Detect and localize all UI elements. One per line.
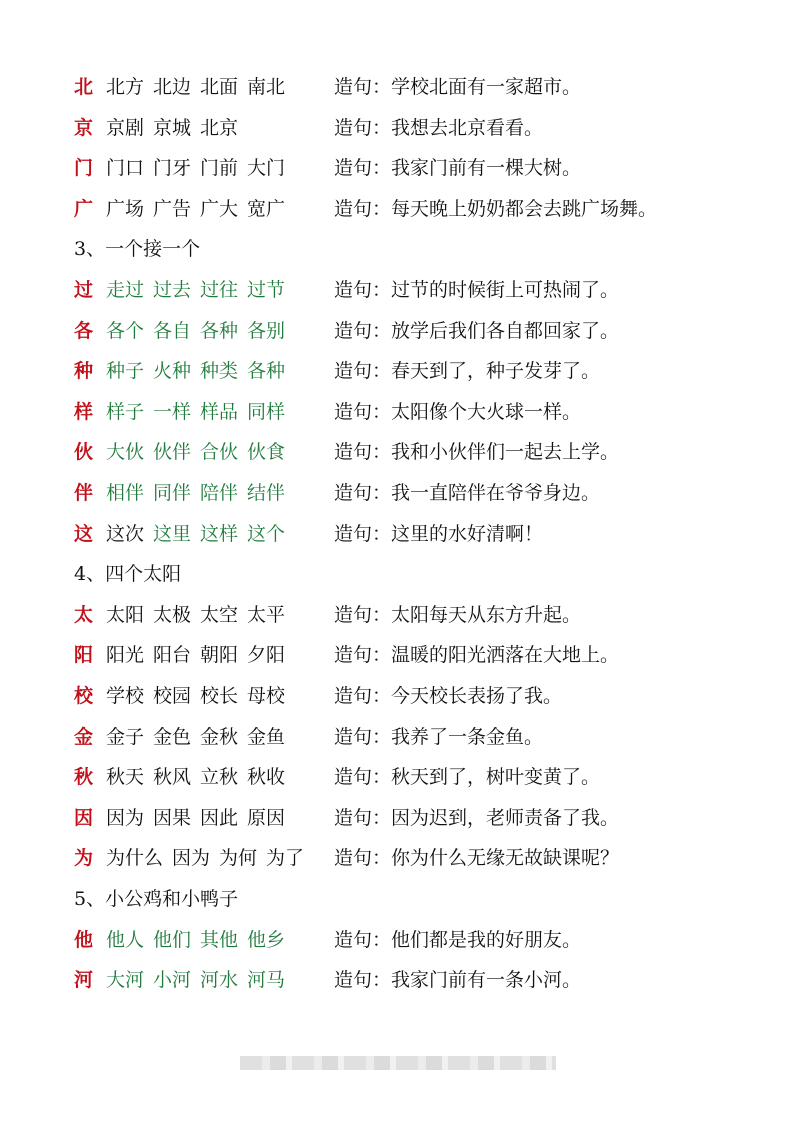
word-list <box>106 72 334 102</box>
vocab-character: 各 <box>74 320 94 342</box>
example-sentence: 造句：太阳像个大火球一样。 <box>334 401 582 423</box>
vocab-word: 太空 <box>200 604 239 626</box>
vocab-word: 他乡 <box>247 929 286 951</box>
vocab-character: 金 <box>74 726 94 748</box>
example-sentence: 造句：太阳每天从东方升起。 <box>334 604 582 626</box>
example-sentence: 造句：我家门前有一条小河。 <box>334 969 582 991</box>
example-sentence: 造句：我家门前有一棵大树。 <box>334 157 582 179</box>
vocab-word: 立秋 <box>200 766 239 788</box>
vocab-character: 京 <box>74 117 94 139</box>
vocab-word: 同伴 <box>153 482 192 504</box>
word-list <box>106 640 334 670</box>
vocab-word: 夕阳 <box>247 644 286 666</box>
vocab-word: 这里 <box>153 523 192 545</box>
vocab-character: 北 <box>74 76 94 98</box>
word-list <box>106 722 334 752</box>
vocab-word: 学校 <box>106 685 145 707</box>
vocab-word: 伙伴 <box>153 441 192 463</box>
vocab-word: 同样 <box>247 401 286 423</box>
vocab-word: 阳台 <box>153 644 192 666</box>
vocab-word: 这次 <box>106 523 145 545</box>
vocab-word: 大河 <box>106 969 145 991</box>
vocab-word: 阳光 <box>106 644 145 666</box>
vocab-word: 门口 <box>106 157 145 179</box>
vocab-word: 合伙 <box>200 441 239 463</box>
vocab-word: 朝阳 <box>200 644 239 666</box>
vocab-word: 样子 <box>106 401 145 423</box>
vocab-word: 因果 <box>153 807 192 829</box>
vocab-word: 各个 <box>106 320 145 342</box>
example-sentence: 造句：每天晚上奶奶都会去跳广场舞。 <box>334 198 658 220</box>
vocab-word: 其他 <box>200 929 239 951</box>
footer-watermark-bar <box>240 1056 556 1070</box>
vocab-word: 金鱼 <box>247 726 286 748</box>
example-sentence: 造句：我一直陪伴在爷爷身边。 <box>334 482 601 504</box>
vocab-word: 北面 <box>200 76 239 98</box>
vocab-word: 因此 <box>200 807 239 829</box>
vocab-character: 太 <box>74 604 94 626</box>
vocab-word: 南北 <box>247 76 286 98</box>
section-heading: 4、四个太阳 <box>74 563 182 585</box>
vocab-character: 校 <box>74 685 94 707</box>
word-list <box>106 478 334 508</box>
vocab-word: 广场 <box>106 198 145 220</box>
vocab-word: 火种 <box>153 360 192 382</box>
vocab-word: 各别 <box>247 320 286 342</box>
vocab-word: 过节 <box>247 279 286 301</box>
vocab-word: 太平 <box>247 604 286 626</box>
vocab-word: 一样 <box>153 401 192 423</box>
word-list <box>106 600 334 630</box>
vocab-word: 金色 <box>153 726 192 748</box>
word-list <box>106 397 334 427</box>
vocab-character: 阳 <box>74 644 94 666</box>
vocab-word: 过往 <box>200 279 239 301</box>
vocab-word: 这个 <box>247 523 286 545</box>
vocab-character: 样 <box>74 401 94 423</box>
example-sentence: 造句：因为迟到，老师责备了我。 <box>334 807 620 829</box>
vocab-word: 相伴 <box>106 482 145 504</box>
vocab-character: 秋 <box>74 766 94 788</box>
vocab-word: 广告 <box>153 198 192 220</box>
word-list <box>106 356 334 386</box>
example-sentence: 造句：这里的水好清啊！ <box>334 523 544 545</box>
vocab-word: 秋收 <box>247 766 286 788</box>
vocab-word: 这样 <box>200 523 239 545</box>
vocab-character: 门 <box>74 157 94 179</box>
vocab-word: 京剧 <box>106 117 145 139</box>
vocab-word: 门牙 <box>153 157 192 179</box>
vocab-word: 种子 <box>106 360 145 382</box>
vocab-word: 因为 <box>172 847 211 869</box>
word-list <box>106 965 334 995</box>
vocab-character: 广 <box>74 198 94 220</box>
example-sentence: 造句：秋天到了，树叶变黄了。 <box>334 766 601 788</box>
word-list <box>106 762 334 792</box>
example-sentence: 造句：春天到了，种子发芽了。 <box>334 360 601 382</box>
vocab-word: 金秋 <box>200 726 239 748</box>
vocab-word: 过去 <box>153 279 192 301</box>
example-sentence: 造句：我想去北京看看。 <box>334 117 544 139</box>
vocab-word: 他人 <box>106 929 145 951</box>
vocab-word: 河水 <box>200 969 239 991</box>
vocab-word: 各种 <box>247 360 286 382</box>
vocab-word: 广大 <box>200 198 239 220</box>
vocab-character: 为 <box>74 847 94 869</box>
vocab-character: 这 <box>74 523 94 545</box>
word-list <box>106 153 334 183</box>
vocab-word: 秋天 <box>106 766 145 788</box>
vocab-character: 过 <box>74 279 94 301</box>
vocab-word: 太阳 <box>106 604 145 626</box>
vocab-word: 北边 <box>153 76 192 98</box>
vocab-word: 宽广 <box>247 198 286 220</box>
vocab-word: 各自 <box>153 320 192 342</box>
vocab-character: 河 <box>74 969 94 991</box>
example-sentence: 造句：你为什么无缘无故缺课呢？ <box>334 847 620 869</box>
vocab-word: 为了 <box>266 847 305 869</box>
example-sentence: 造句：放学后我们各自都回家了。 <box>334 320 620 342</box>
vocab-character: 因 <box>74 807 94 829</box>
word-list <box>106 843 334 873</box>
vocab-word: 北方 <box>106 76 145 98</box>
example-sentence: 造句：过节的时候街上可热闹了。 <box>334 279 620 301</box>
example-sentence: 造句：学校北面有一家超市。 <box>334 76 582 98</box>
vocab-word: 走过 <box>106 279 145 301</box>
vocab-word: 为什么 <box>106 847 164 869</box>
example-sentence: 造句：温暖的阳光洒落在大地上。 <box>334 644 620 666</box>
vocab-word: 他们 <box>153 929 192 951</box>
example-sentence: 造句：今天校长表扬了我。 <box>334 685 563 707</box>
vocab-word: 种类 <box>200 360 239 382</box>
vocab-word: 陪伴 <box>200 482 239 504</box>
vocab-word: 母校 <box>247 685 286 707</box>
vocab-word: 为何 <box>219 847 258 869</box>
word-list <box>106 437 334 467</box>
vocab-character: 伴 <box>74 482 94 504</box>
word-list <box>106 519 334 549</box>
word-list <box>106 925 334 955</box>
vocab-character: 伙 <box>74 441 94 463</box>
vocab-word: 原因 <box>247 807 286 829</box>
vocab-word: 秋风 <box>153 766 192 788</box>
vocab-word: 各种 <box>200 320 239 342</box>
vocab-word: 北京 <box>200 117 239 139</box>
example-sentence: 造句：我养了一条金鱼。 <box>334 726 544 748</box>
vocab-word: 校园 <box>153 685 192 707</box>
word-list <box>106 803 334 833</box>
vocab-character: 他 <box>74 929 94 951</box>
vocab-word: 校长 <box>200 685 239 707</box>
word-list <box>106 113 334 143</box>
vocab-word: 样品 <box>200 401 239 423</box>
word-list <box>106 275 334 305</box>
vocab-word: 河马 <box>247 969 286 991</box>
vocab-word: 太极 <box>153 604 192 626</box>
vocab-word: 结伴 <box>247 482 286 504</box>
section-heading: 5、小公鸡和小鸭子 <box>74 888 239 910</box>
word-list <box>106 194 334 224</box>
vocab-word: 伙食 <box>247 441 286 463</box>
vocab-word: 因为 <box>106 807 145 829</box>
word-list <box>106 681 334 711</box>
vocab-word: 门前 <box>200 157 239 179</box>
example-sentence: 造句：我和小伙伴们一起去上学。 <box>334 441 620 463</box>
vocab-character: 种 <box>74 360 94 382</box>
vocab-word: 金子 <box>106 726 145 748</box>
example-sentence: 造句：他们都是我的好朋友。 <box>334 929 582 951</box>
vocab-word: 大门 <box>247 157 286 179</box>
section-heading: 3、一个接一个 <box>74 238 201 260</box>
vocab-word: 京城 <box>153 117 192 139</box>
vocab-word: 大伙 <box>106 441 145 463</box>
vocab-word: 小河 <box>153 969 192 991</box>
word-list <box>106 316 334 346</box>
